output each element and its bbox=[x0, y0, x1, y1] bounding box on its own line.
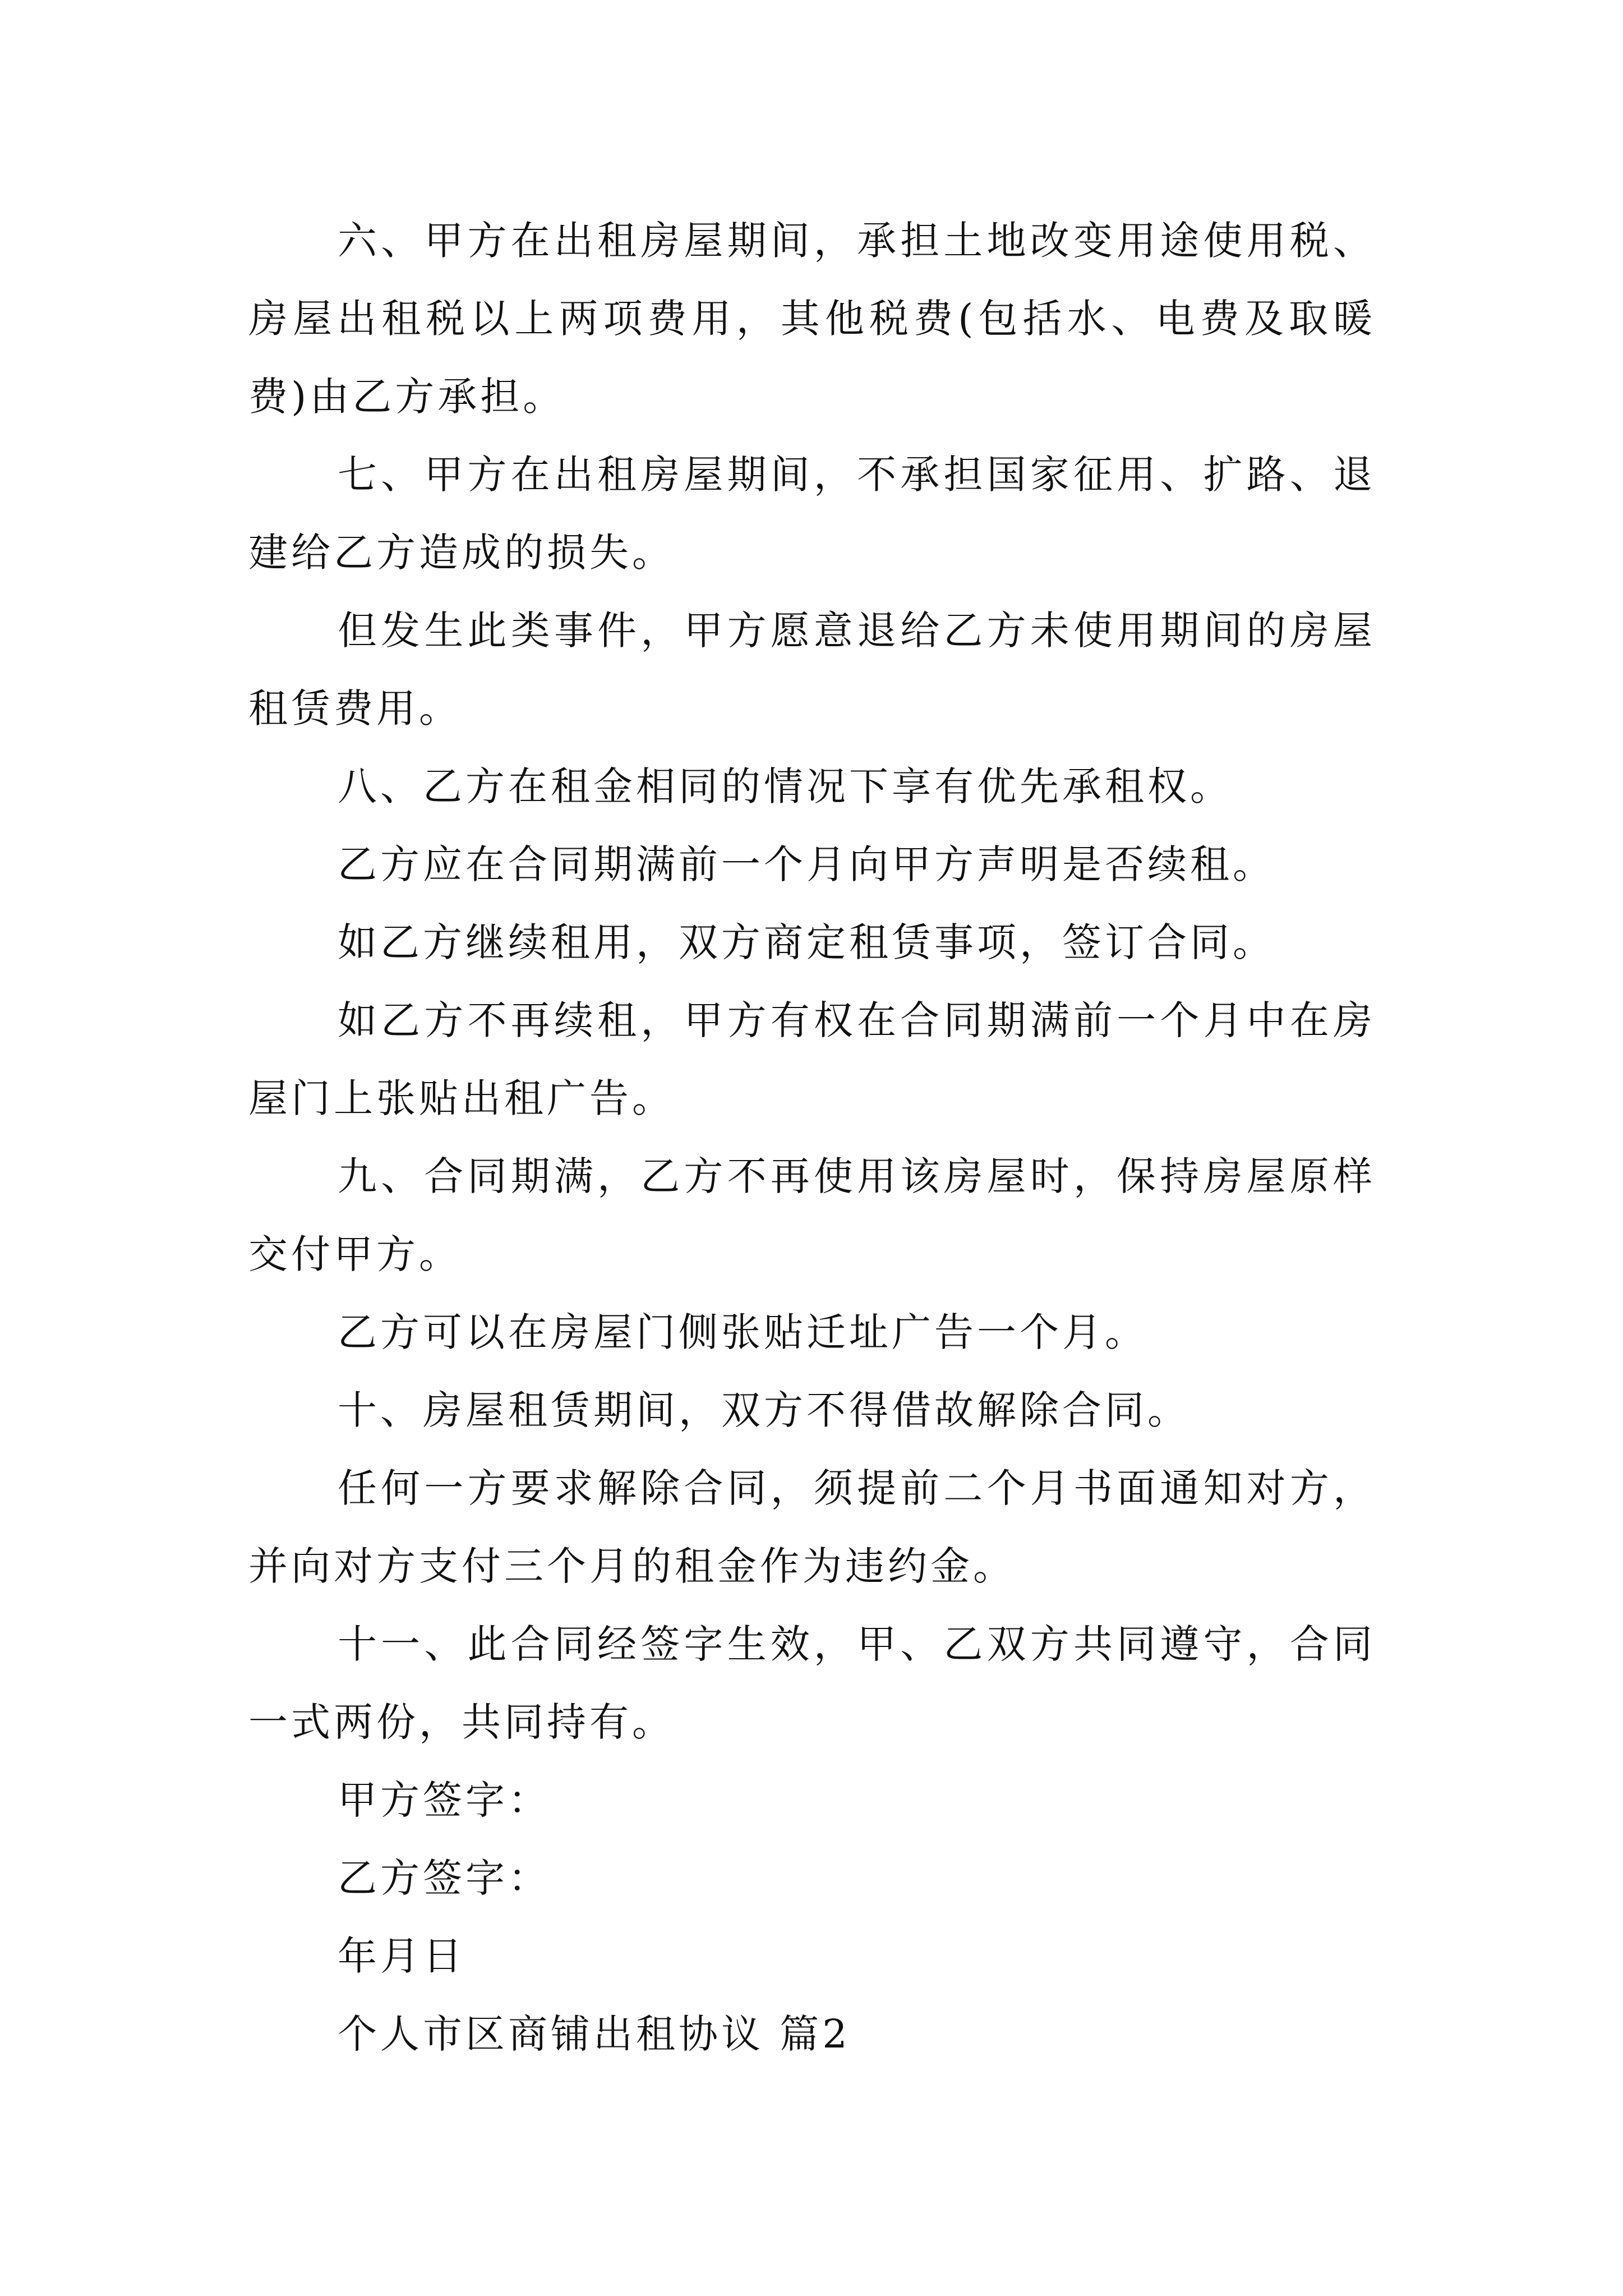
clause-ten-penalty: 任何一方要求解除合同，须提前二个月书面通知对方，并向对方支付三个月的租金作为违约金。 bbox=[248, 1465, 1376, 1589]
party-a-signature: 甲方签字： bbox=[338, 1777, 551, 1823]
clause-eight-renewal-notice: 乙方应在合同期满前一个月向甲方声明是否续租。 bbox=[338, 841, 1275, 887]
clause-seven-note: 但发生此类事件，甲方愿意退给乙方未使用期间的房屋租赁费用。 bbox=[248, 608, 1376, 731]
party-b-signature: 乙方签字： bbox=[338, 1855, 551, 1901]
clause-eight: 八、乙方在租金相同的情况下享有优先承租权。 bbox=[338, 763, 1233, 809]
clause-nine: 九、合同期满，乙方不再使用该房屋时，保持房屋原样交付甲方。 bbox=[248, 1153, 1376, 1277]
clause-eight-renewal: 如乙方继续租用，双方商定租赁事项，签订合同。 bbox=[338, 919, 1275, 965]
clause-six: 六、甲方在出租房屋期间，承担土地改变用途使用税、房屋出租税以上两项费用，其他税费(包括水、电费及取暖费)由乙方承担。 bbox=[248, 218, 1376, 420]
clause-eight-non-renewal: 如乙方不再续租，甲方有权在合同期满前一个月中在房屋门上张贴出租广告。 bbox=[248, 997, 1376, 1121]
clause-nine-notice: 乙方可以在房屋门侧张贴迁址广告一个月。 bbox=[338, 1309, 1147, 1355]
clause-eleven: 十一、此合同经签字生效，甲、乙双方共同遵守，合同一式两份，共同持有。 bbox=[248, 1621, 1376, 1745]
date-line: 年月日 bbox=[338, 1933, 465, 1979]
clause-seven: 七、甲方在出租房屋期间，不承担国家征用、扩路、退建给乙方造成的损失。 bbox=[248, 452, 1376, 576]
document-body bbox=[248, 202, 1376, 2073]
clause-ten: 十、房屋租赁期间，双方不得借故解除合同。 bbox=[338, 1387, 1190, 1433]
next-section-title: 个人市区商铺出租协议 篇2 bbox=[338, 2011, 851, 2057]
